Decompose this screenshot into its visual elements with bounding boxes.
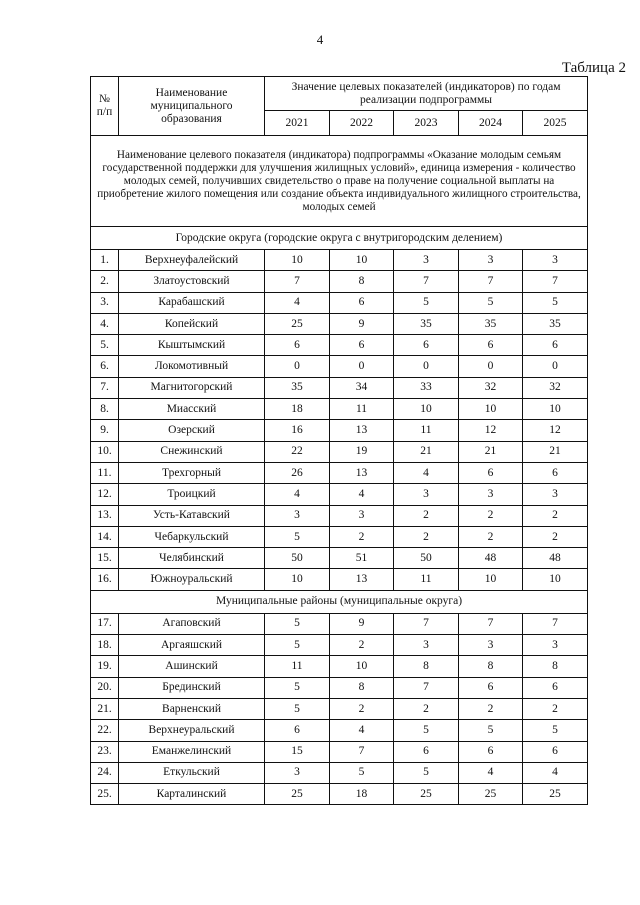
value-cell: 10: [330, 250, 394, 271]
municipality-name: Миасский: [119, 399, 265, 420]
table-row: [91, 377, 588, 398]
value-cell: 22: [265, 441, 330, 462]
value-cell: 10: [265, 569, 330, 590]
table-row: [91, 313, 588, 334]
value-cell: 6: [459, 677, 523, 698]
value-cell: 7: [394, 271, 459, 292]
value-cell: 7: [265, 271, 330, 292]
year-2025: 2025: [523, 111, 588, 136]
value-cell: 0: [523, 356, 588, 377]
municipality-name: Чебаркульский: [119, 526, 265, 547]
value-cell: 6: [523, 741, 588, 762]
row-number: 22.: [91, 720, 119, 741]
value-cell: 5: [330, 762, 394, 783]
value-cell: 4: [394, 462, 459, 483]
value-cell: 2: [330, 635, 394, 656]
municipality-name: Карталинский: [119, 784, 265, 805]
table-row: [91, 441, 588, 462]
value-cell: 9: [330, 613, 394, 634]
row-number: 7.: [91, 377, 119, 398]
value-cell: 3: [523, 635, 588, 656]
value-cell: 33: [394, 377, 459, 398]
value-cell: 7: [523, 613, 588, 634]
value-cell: 21: [459, 441, 523, 462]
table-row: [91, 505, 588, 526]
row-number: 14.: [91, 526, 119, 547]
value-cell: 2: [523, 505, 588, 526]
value-cell: 6: [394, 335, 459, 356]
row-number: 19.: [91, 656, 119, 677]
row-number: 10.: [91, 441, 119, 462]
municipality-name: Озерский: [119, 420, 265, 441]
row-number: 4.: [91, 313, 119, 334]
value-cell: 3: [459, 250, 523, 271]
value-cell: 50: [265, 548, 330, 569]
row-number: 8.: [91, 399, 119, 420]
row-number: 20.: [91, 677, 119, 698]
header-values-title: Значение целевых показателей (индикаторов) по годам реализации подпрограммы: [265, 77, 588, 111]
value-cell: 11: [265, 656, 330, 677]
value-cell: 6: [459, 335, 523, 356]
table-row: [91, 420, 588, 441]
value-cell: 5: [394, 762, 459, 783]
municipality-name: Усть-Катавский: [119, 505, 265, 526]
municipality-name: Верхнеуфалейский: [119, 250, 265, 271]
value-cell: 3: [394, 484, 459, 505]
value-cell: 25: [523, 784, 588, 805]
value-cell: 13: [330, 420, 394, 441]
row-number: 11.: [91, 462, 119, 483]
row-number: 1.: [91, 250, 119, 271]
value-cell: 6: [394, 741, 459, 762]
value-cell: 12: [459, 420, 523, 441]
value-cell: 2: [459, 526, 523, 547]
year-2022: 2022: [330, 111, 394, 136]
value-cell: 13: [330, 462, 394, 483]
value-cell: 6: [459, 741, 523, 762]
value-cell: 21: [394, 441, 459, 462]
table-body: [91, 77, 588, 805]
value-cell: 2: [459, 505, 523, 526]
table-row: [91, 656, 588, 677]
value-cell: 5: [523, 292, 588, 313]
value-cell: 5: [459, 292, 523, 313]
value-cell: 19: [330, 441, 394, 462]
value-cell: 4: [459, 762, 523, 783]
municipality-name: Еткульский: [119, 762, 265, 783]
value-cell: 26: [265, 462, 330, 483]
section-row: [91, 227, 588, 250]
value-cell: 15: [265, 741, 330, 762]
row-number: 16.: [91, 569, 119, 590]
municipality-name: Златоустовский: [119, 271, 265, 292]
value-cell: 2: [330, 698, 394, 719]
value-cell: 4: [330, 484, 394, 505]
indicator-title: Наименование целевого показателя (индикатора) подпрограммы «Оказание молодым семьям государственной поддержки для улучшения жилищных условий», единица измерения - количество молодых семей, получивших свидетельство о праве на получение социальной выплаты на приобретение жилого помещения или создание объекта индивидуального жилищного строительства, молодых семей: [91, 136, 588, 227]
value-cell: 7: [459, 613, 523, 634]
value-cell: 8: [330, 677, 394, 698]
value-cell: 25: [394, 784, 459, 805]
value-cell: 5: [265, 526, 330, 547]
table-row: [91, 762, 588, 783]
value-cell: 9: [330, 313, 394, 334]
municipality-name: Троицкий: [119, 484, 265, 505]
value-cell: 18: [265, 399, 330, 420]
municipality-name: Южноуральский: [119, 569, 265, 590]
value-cell: 4: [265, 484, 330, 505]
table-row: [91, 548, 588, 569]
value-cell: 0: [330, 356, 394, 377]
table-row: [91, 526, 588, 547]
value-cell: 21: [523, 441, 588, 462]
row-number: 23.: [91, 741, 119, 762]
section-title: Муниципальные районы (муниципальные округа): [91, 590, 588, 613]
value-cell: 5: [265, 677, 330, 698]
table-row: [91, 613, 588, 634]
value-cell: 5: [394, 292, 459, 313]
value-cell: 3: [459, 484, 523, 505]
value-cell: 7: [394, 613, 459, 634]
value-cell: 2: [330, 526, 394, 547]
value-cell: 12: [523, 420, 588, 441]
section-row: [91, 590, 588, 613]
value-cell: 11: [394, 420, 459, 441]
table-row: [91, 635, 588, 656]
value-cell: 5: [523, 720, 588, 741]
value-cell: 7: [394, 677, 459, 698]
value-cell: 2: [394, 526, 459, 547]
table-row: [91, 335, 588, 356]
page-number: 4: [316, 32, 324, 47]
table-row: [91, 462, 588, 483]
year-2024: 2024: [459, 111, 523, 136]
value-cell: 6: [265, 335, 330, 356]
header-municipality: Наименование муниципального образования: [119, 77, 265, 136]
value-cell: 3: [523, 250, 588, 271]
municipality-name: Челябинский: [119, 548, 265, 569]
value-cell: 4: [523, 762, 588, 783]
value-cell: 2: [523, 526, 588, 547]
table-row: [91, 271, 588, 292]
section-title: Городские округа (городские округа с внутригородским делением): [91, 227, 588, 250]
value-cell: 32: [459, 377, 523, 398]
municipality-name: Еманжелинский: [119, 741, 265, 762]
municipality-name: Брединский: [119, 677, 265, 698]
value-cell: 51: [330, 548, 394, 569]
value-cell: 13: [330, 569, 394, 590]
value-cell: 25: [265, 784, 330, 805]
value-cell: 6: [523, 677, 588, 698]
value-cell: 35: [394, 313, 459, 334]
table-row: [91, 484, 588, 505]
value-cell: 10: [459, 569, 523, 590]
table-row: [91, 698, 588, 719]
value-cell: 2: [394, 505, 459, 526]
value-cell: 2: [523, 698, 588, 719]
value-cell: 0: [394, 356, 459, 377]
table-row: [91, 292, 588, 313]
indicator-row: [91, 136, 588, 227]
municipality-name: Аргаяшский: [119, 635, 265, 656]
row-number: 18.: [91, 635, 119, 656]
value-cell: 11: [330, 399, 394, 420]
value-cell: 0: [459, 356, 523, 377]
row-number: 25.: [91, 784, 119, 805]
value-cell: 2: [459, 698, 523, 719]
value-cell: 6: [330, 292, 394, 313]
municipality-name: Варненский: [119, 698, 265, 719]
value-cell: 18: [330, 784, 394, 805]
row-number: 3.: [91, 292, 119, 313]
table-row: [91, 399, 588, 420]
value-cell: 6: [523, 462, 588, 483]
value-cell: 3: [330, 505, 394, 526]
row-number: 13.: [91, 505, 119, 526]
value-cell: 2: [394, 698, 459, 719]
value-cell: 4: [265, 292, 330, 313]
header-number: № п/п: [91, 77, 119, 136]
row-number: 9.: [91, 420, 119, 441]
value-cell: 34: [330, 377, 394, 398]
municipality-name: Снежинский: [119, 441, 265, 462]
year-2021: 2021: [265, 111, 330, 136]
value-cell: 11: [394, 569, 459, 590]
value-cell: 3: [265, 762, 330, 783]
value-cell: 5: [265, 698, 330, 719]
row-number: 21.: [91, 698, 119, 719]
header-row: [91, 77, 588, 111]
value-cell: 10: [265, 250, 330, 271]
value-cell: 7: [523, 271, 588, 292]
value-cell: 5: [265, 613, 330, 634]
row-number: 15.: [91, 548, 119, 569]
row-number: 2.: [91, 271, 119, 292]
table-row: [91, 250, 588, 271]
value-cell: 4: [330, 720, 394, 741]
value-cell: 50: [394, 548, 459, 569]
value-cell: 5: [265, 635, 330, 656]
table-row: [91, 784, 588, 805]
row-number: 24.: [91, 762, 119, 783]
value-cell: 8: [394, 656, 459, 677]
value-cell: 3: [394, 635, 459, 656]
value-cell: 3: [265, 505, 330, 526]
municipality-name: Копейский: [119, 313, 265, 334]
value-cell: 3: [523, 484, 588, 505]
value-cell: 25: [265, 313, 330, 334]
value-cell: 32: [523, 377, 588, 398]
targets-table: [90, 76, 588, 805]
row-number: 5.: [91, 335, 119, 356]
row-number: 17.: [91, 613, 119, 634]
value-cell: 35: [459, 313, 523, 334]
value-cell: 8: [523, 656, 588, 677]
municipality-name: Верхнеуральский: [119, 720, 265, 741]
municipality-name: Трехгорный: [119, 462, 265, 483]
municipality-name: Кыштымский: [119, 335, 265, 356]
municipality-name: Магнитогорский: [119, 377, 265, 398]
value-cell: 10: [523, 569, 588, 590]
value-cell: 6: [459, 462, 523, 483]
value-cell: 25: [459, 784, 523, 805]
value-cell: 5: [459, 720, 523, 741]
table-row: [91, 741, 588, 762]
table-row: [91, 677, 588, 698]
value-cell: 7: [459, 271, 523, 292]
value-cell: 10: [394, 399, 459, 420]
value-cell: 8: [330, 271, 394, 292]
municipality-name: Ашинский: [119, 656, 265, 677]
value-cell: 10: [523, 399, 588, 420]
value-cell: 6: [523, 335, 588, 356]
year-2023: 2023: [394, 111, 459, 136]
row-number: 12.: [91, 484, 119, 505]
value-cell: 35: [523, 313, 588, 334]
municipality-name: Агаповский: [119, 613, 265, 634]
value-cell: 8: [459, 656, 523, 677]
table-row: [91, 569, 588, 590]
value-cell: 3: [394, 250, 459, 271]
value-cell: 6: [330, 335, 394, 356]
value-cell: 6: [265, 720, 330, 741]
table-row: [91, 720, 588, 741]
value-cell: 3: [459, 635, 523, 656]
value-cell: 7: [330, 741, 394, 762]
table-label: Таблица 2: [561, 60, 626, 76]
municipality-name: Карабашский: [119, 292, 265, 313]
value-cell: 10: [330, 656, 394, 677]
value-cell: 48: [459, 548, 523, 569]
row-number: 6.: [91, 356, 119, 377]
value-cell: 35: [265, 377, 330, 398]
value-cell: 5: [394, 720, 459, 741]
value-cell: 48: [523, 548, 588, 569]
value-cell: 10: [459, 399, 523, 420]
value-cell: 0: [265, 356, 330, 377]
table-row: [91, 356, 588, 377]
municipality-name: Локомотивный: [119, 356, 265, 377]
value-cell: 16: [265, 420, 330, 441]
